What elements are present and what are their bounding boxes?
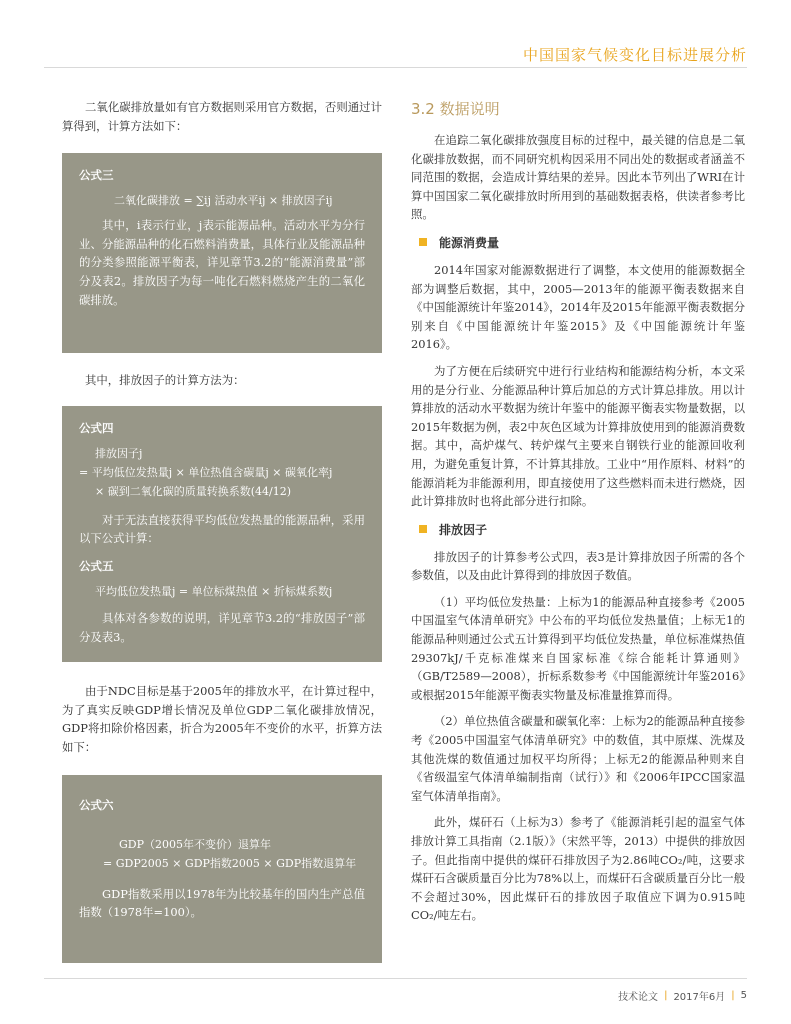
formula-6-description: GDP指数采用以1978年为比较基年的国内生产总值指数（1978年=100）。 <box>79 886 365 920</box>
formula-3: 二氧化碳排放 = ∑ij 活动水平ij × 排放因子ij <box>114 194 333 208</box>
formula-6-heading: 公式六 <box>79 797 114 812</box>
page-footer <box>618 988 747 1003</box>
header-title: 中国国家气候变化目标进展分析 <box>522 46 747 64</box>
formula-5: 平均低位发热量j = 单位标煤热值 × 折标煤系数j <box>95 584 333 598</box>
footer-date: 2017年6月 <box>673 992 726 1003</box>
emission-factor-heading <box>411 521 745 538</box>
footer-separator: | <box>731 990 735 1001</box>
formula-5-description: 具体对各参数的说明，详见章节3.2的“排放因子”部分及表3。 <box>79 610 365 644</box>
emission-factor-paragraph: 排放因子的计算参考公式四，表3是计算排放因子所需的各个参数值，以及由此计算得到的排放因子数值。 <box>411 549 745 583</box>
page-number: 5 <box>740 990 747 1001</box>
energy-data-paragraph: 2014年国家对能源数据进行了调整，本文使用的能源数据全部为调整后数据，其中，2005—2013年的能源平衡表数据来自《中国能源统计年鉴2014》，2014年及2015年能源平衡表数据分别来自《中国能源统计年鉴2015》及《中国能源统计年鉴2016》。 <box>411 262 745 352</box>
formula-4-line-2: = 平均低位发热量j × 单位热值含碳量j × 碳氧化率j <box>79 465 333 479</box>
formula-6-line-1: GDP（2005年不变价）退算年 <box>119 837 272 851</box>
formula-box-6 <box>62 775 382 963</box>
formula-3-description: 其中，i表示行业，j表示能源品种。活动水平为分行业、分能源品种的化石燃料消费量，具体行业及能源品种的分类参照能源平衡表，详见章节3.2的“能源消费量”部分及表2。排放因子为每一吨化石燃料燃烧产生的二氧化碳排放。 <box>79 218 365 307</box>
left-column <box>62 98 382 963</box>
footer-separator: | <box>664 990 668 1001</box>
formula-4-heading: 公式四 <box>79 420 114 435</box>
formula-4-line-1: 排放因子j <box>95 446 143 460</box>
emission-factor-label: 排放因子 <box>439 522 488 537</box>
energy-consumption-heading <box>411 234 745 251</box>
formula-6-line-2: = GDP2005 × GDP指数2005 × GDP指数退算年 <box>103 856 357 870</box>
square-bullet-icon <box>419 525 427 533</box>
header-divider <box>44 67 747 68</box>
carbon-content-paragraph: （2）单位热值含碳量和碳氧化率：上标为2的能源品种直接参考《2005中国温室气体清单研究》中的数值，其中原煤、洗煤及其他洗煤的数值通过加权平均所得；上标无2的能源品种则来自《省级温室气体清单编制指南（试行）》和《2006年IPCC国家温室气体清单指南》。 <box>411 714 745 803</box>
data-description-paragraph: 在追踪二氧化碳排放强度目标的过程中，最关键的信息是二氧化碳排放数据，而不同研究机构因采用不同出处的数据或者涵盖不同范围的数据，会造成计算结果的差异。因此本节列出了WRI在计算中国国家二氧化碳排放时所用到的基础数据表格，供读者参考比照。 <box>411 133 745 222</box>
emission-factor-intro: 其中，排放因子的计算方法为： <box>85 373 245 388</box>
energy-structure-paragraph: 为了方便在后续研究中进行行业结构和能源结构分析，本文采用的是分行业、分能源品种计算后加总的方式计算总排放。用以计算排放的活动水平数据为统计年鉴中的能源平衡表实物量数据，以2015年数据为例，表2中灰色区域为计算排放使用到的能源消费数据。其中，高炉煤气、转炉煤气主要来自钢铁行业的能源回收利用，为避免重复计算，不计算其排放。工业中“用作原料、材料”的能源消耗为非能源利用，即直接使用了这些燃料而未进行燃烧，因此计算排放时也将此部分进行扣除。 <box>411 363 745 509</box>
right-column <box>411 98 745 925</box>
footer-divider <box>44 978 747 979</box>
formula-box-4-5 <box>62 406 382 662</box>
energy-consumption-label: 能源消费量 <box>439 235 500 250</box>
formula-4-description: 对于无法直接获得平均低位发热量的能源品种，采用以下公式计算： <box>79 512 365 546</box>
intro-paragraph: 二氧化碳排放量如有官方数据则采用官方数据，否则通过计算得到，计算方法如下： <box>62 100 382 133</box>
ndc-paragraph: 由于NDC目标是基于2005年的排放水平，在计算过程中，为了真实反映GDP增长情况及单位GDP二氧化碳排放情况，GDP将扣除价格因素，折合为2005年不变价的水平，折算方法如下： <box>62 684 382 754</box>
calorific-value-paragraph: （1）平均低位发热量：上标为1的能源品种直接参考《2005中国温室气体清单研究》中公布的平均低位发热量值；上标无1的能源品种则通过公式五计算得到平均低位发热量，单位标准煤热值29307kJ/千克标准煤来自国家标准《综合能耗计算通则》（GB/T2589—2008），折标系数参考《中国能源统计年鉴2016》或根据2015年能源平衡表实物量及标准量推算而得。 <box>411 594 745 702</box>
section-title: 3.2 数据说明 <box>411 100 500 118</box>
formula-box-3 <box>62 153 382 353</box>
formula-5-heading: 公式五 <box>79 558 114 573</box>
coal-gangue-paragraph: 此外，煤矸石（上标为3）参考了《能源消耗引起的温室气体排放计算工具指南（2.1版）》（宋然平等，2013）中提供的排放因子。但此指南中提供的煤矸石排放因子为2.86吨CO₂/吨，这要求煤矸石含碳质量百分比为78%以上，而煤矸石含碳质量百分比一般不会超过30%，因此煤矸石的排放因子取值应下调为0.915吨CO₂/吨左右。 <box>411 815 745 923</box>
formula-4-line-3: × 碳到二氧化碳的质量转换系数(44/12) <box>95 484 291 498</box>
formula-3-heading: 公式三 <box>79 168 114 183</box>
square-bullet-icon <box>419 238 427 246</box>
footer-label: 技术论文 <box>618 992 659 1003</box>
